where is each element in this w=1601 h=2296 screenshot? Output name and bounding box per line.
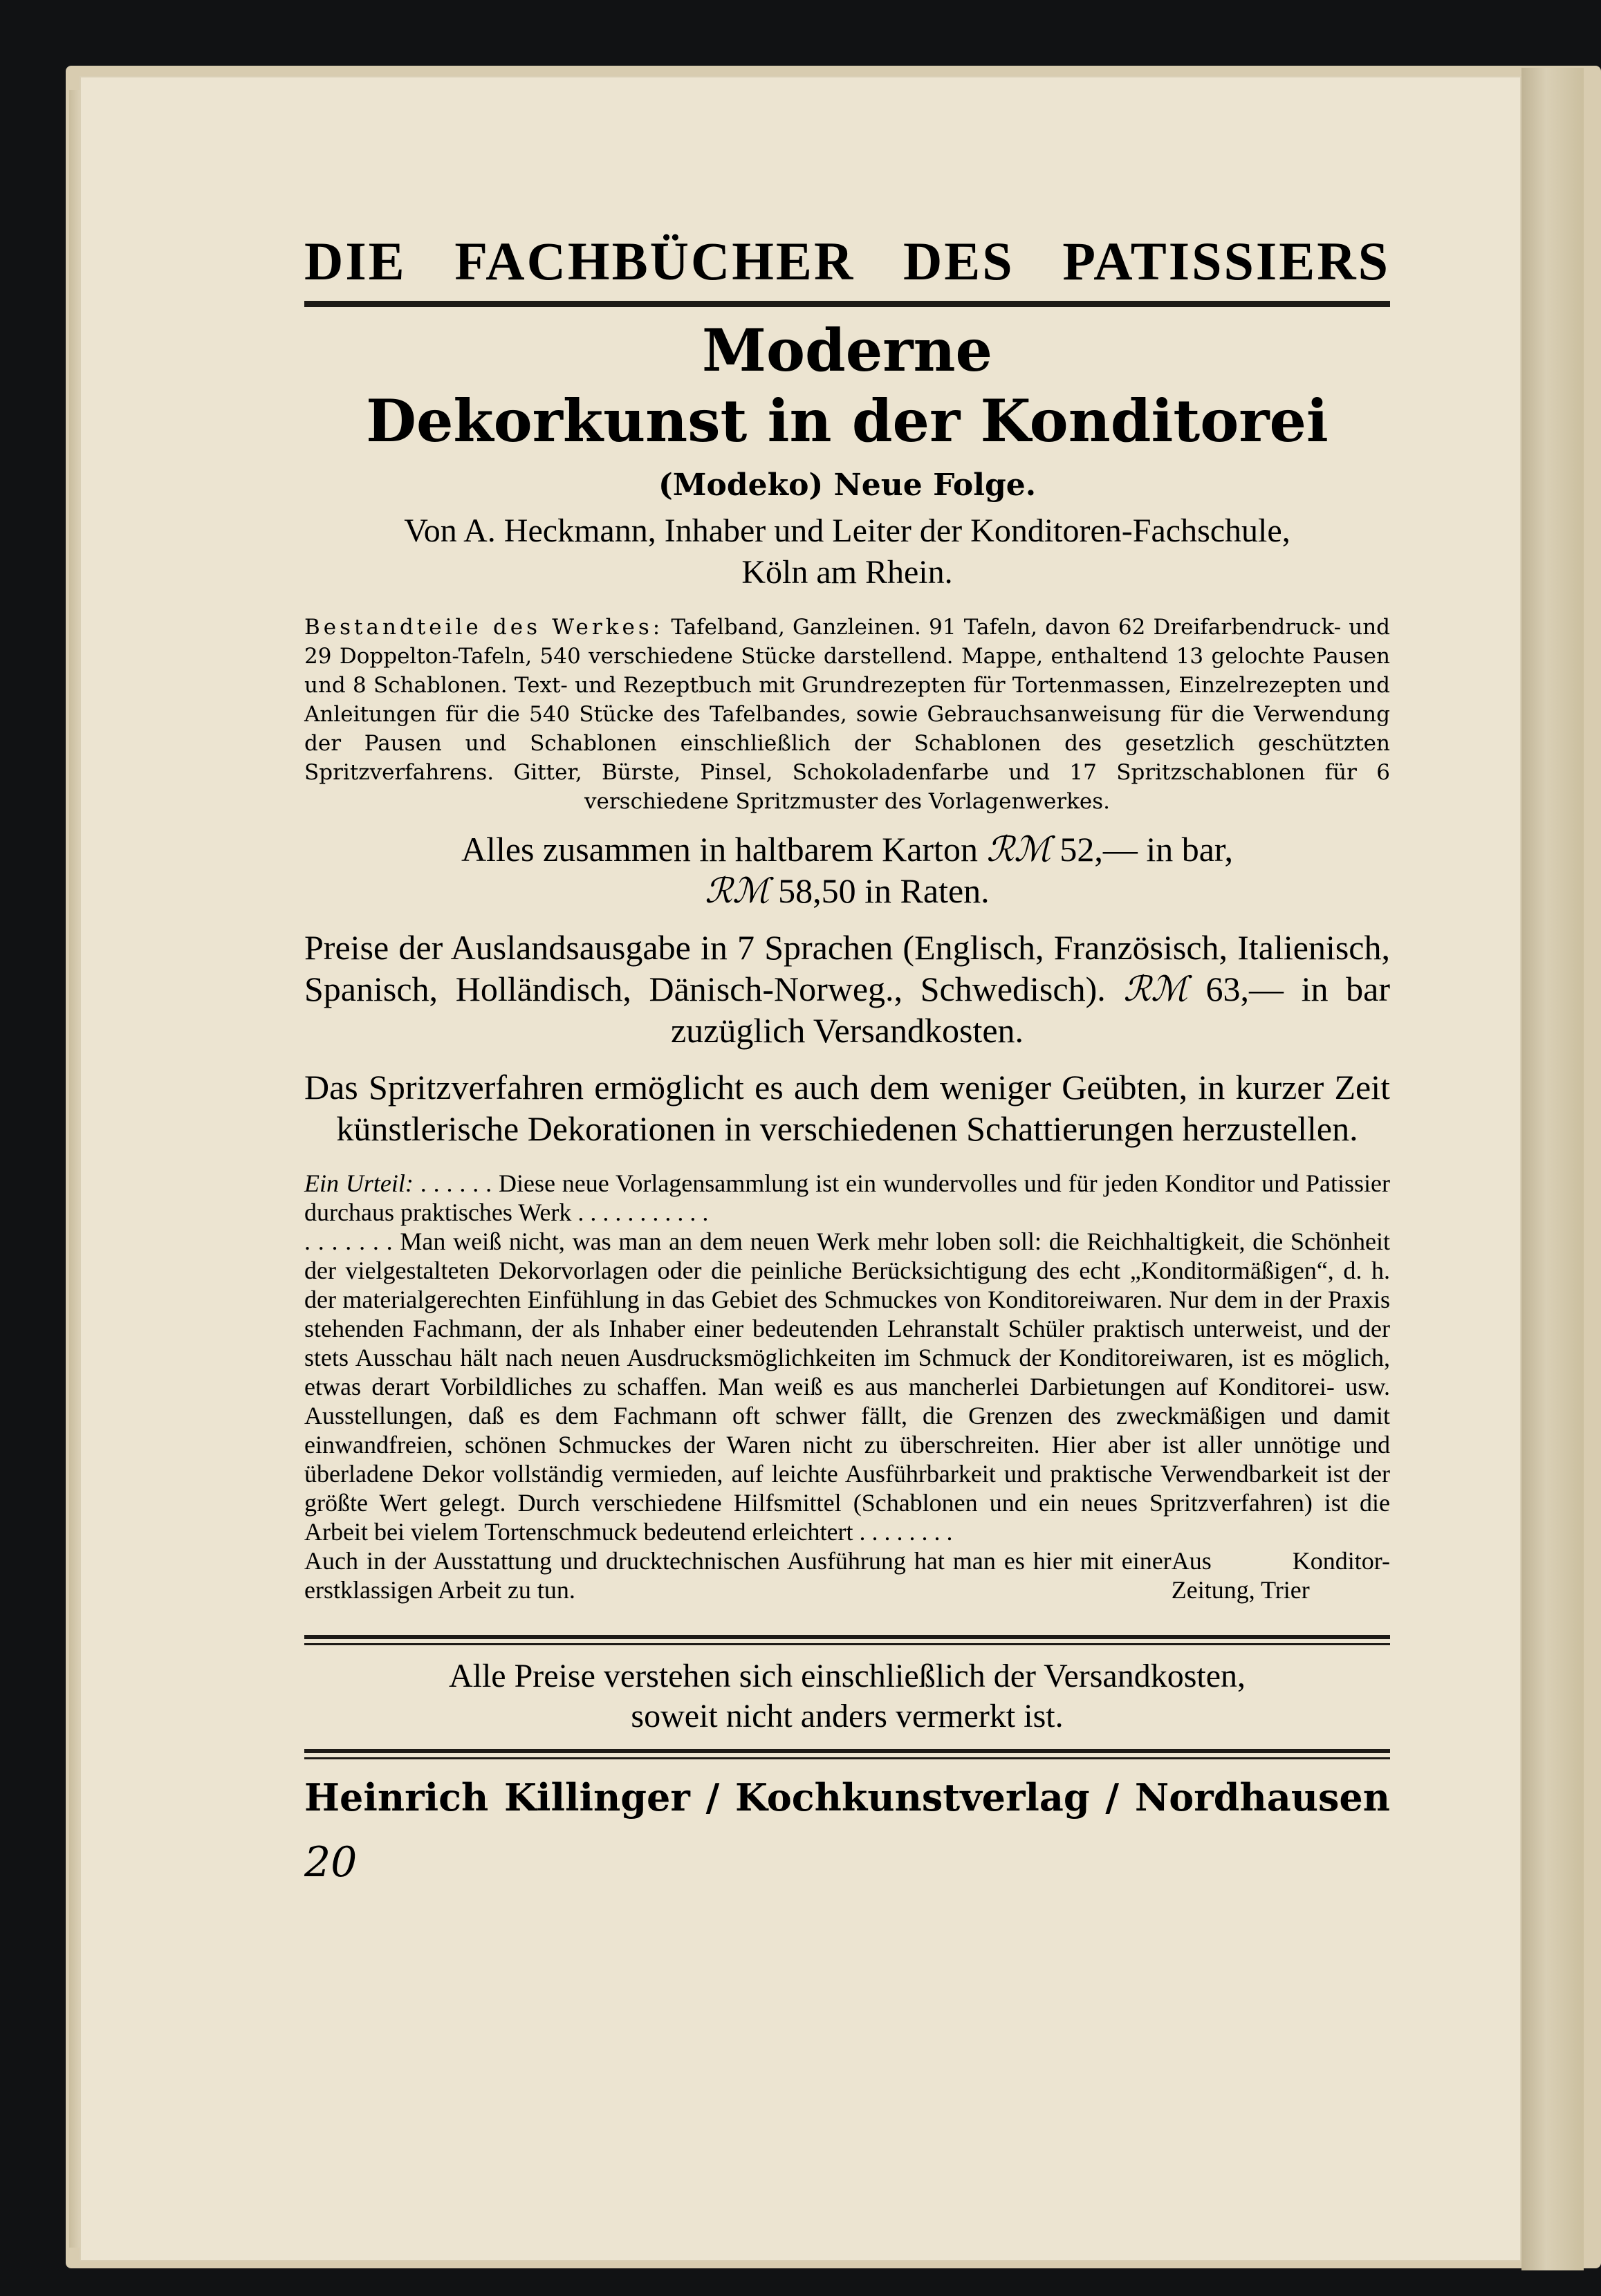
review-block: [304, 1169, 1390, 1604]
notice-rule-top: [304, 1635, 1390, 1645]
price-line-1: [304, 828, 1390, 870]
review-label: Ein Urteil:: [304, 1169, 414, 1197]
price-text: Alles zusammen in haltbarem Karton: [461, 830, 978, 869]
foreign-edition-paragraph: [304, 927, 1390, 1051]
review-text-2: . . . . . . . Man weiß nicht, was man an dem neuen Werk mehr loben soll: die Reichhaltigkeit, die Schönheit der vielgestalteten Dekorvorlagen oder die peinliche Berücksichtigung des echt „Konditormäßigen“, d. h. der materialgerechten Einfühlung in das Gebiet des Schmuckes von Konditoreiwaren. Nur dem in der Praxis stehenden Fachmann, der als Inhaber einer bedeutenden Lehranstalt Schüler praktisch unterweist, und der stets Ausschau hält nach neuen Ausdrucksmöglichkeiten im Schmuck der Konditoreiwaren, ist es möglich, etwas derart Vorbildliches zu schaffen. Man weiß es aus mancherlei Darbietungen auf Konditorei- usw. Ausstellungen, daß es dem Fachmann oft schwer fällt, die Grenzen des zweckmäßigen und damit einwandfreien, schönen Schmuckes der Waren nicht zu überschreiten. Hier aber ist aller unnötige und überladene Dekor vollständig vermieden, auf leichte Ausführbarkeit und praktische Verwendbarkeit ist der größte Wert gelegt. Durch verschiedene Hilfsmittel (Schablonen und ein neues Spritzverfahren) ist die Arbeit bei vielem Tortenschmuck bedeutend erleichtert . . . . . . . .: [304, 1228, 1390, 1546]
currency-symbol: ℛℳ: [705, 871, 770, 911]
running-head: DIE FACHBÜCHER DES PATISSIERS: [304, 231, 1390, 291]
header-rule: [304, 301, 1390, 307]
review-closing: [304, 1546, 1390, 1604]
title-line-1: Moderne: [702, 316, 992, 385]
currency-symbol: ℛℳ: [986, 829, 1051, 869]
contents-text: Tafelband, Ganzleinen. 91 Tafeln, davon 62 Dreifarbendruck- und 29 Doppelton-Tafeln, 540 verschiedene Stücke darstellend. Mappe, enthaltend 13 gelochte Pausen und 8 Schablonen. Text- und Rezeptbuch mit Grundrezepten für Tortenmassen, Einzelrezepten und Anleitungen für die 540 Stücke des Tafelbandes, sowie Gebrauchsanweisung für die Verwendung der Pausen und Schablonen einschließlich der Schablonen des gesetzlich geschützten Spritzverfahrens. Gitter, Bürste, Pinsel, Schokoladenfarbe und 17 Spritzschablonen für 6 verschiedene Spritzmuster des Vorlagenwerkes.: [304, 615, 1391, 814]
book-title: [304, 315, 1390, 456]
spray-paragraph: Das Spritzverfahren ermöglicht es auch dem weniger Geübten, in kurzer Zeit künstlerische Dekorationen in verschiedenen Schattierungen herzustellen.: [304, 1068, 1390, 1148]
review-intro: [304, 1169, 1390, 1227]
contents-label: Bestandteile des Werkes:: [304, 615, 664, 640]
price-notice: [304, 1656, 1390, 1737]
page-stack-edge: [1521, 68, 1584, 2270]
notice-line-1: Alle Preise verstehen sich einschließlich der Versandkosten,: [448, 1658, 1246, 1694]
review-source: Aus Konditor-Zeitung, Trier: [1171, 1547, 1390, 1604]
currency-symbol: ℛℳ: [1123, 969, 1188, 1009]
author: [304, 510, 1390, 593]
price-installments: 58,50 in Raten.: [778, 871, 990, 910]
page-content: [304, 228, 1390, 1887]
publisher-line: Heinrich Killinger / Kochkunstverlag / Nordhausen: [304, 1775, 1390, 1820]
contents-paragraph: [304, 613, 1390, 816]
subtitle: (Modeko) Neue Folge.: [658, 467, 1037, 503]
review-text-1: . . . . . . Diese neue Vorlagensammlung ist ein wundervolles und für jeden Konditor und Patissier durchaus praktisches Werk . . . . . . . . . . .: [304, 1169, 1390, 1226]
author-line-2: Köln am Rhein.: [741, 554, 953, 591]
price-block: [304, 828, 1390, 911]
price-line-2: [304, 870, 1390, 911]
title-line-2: Dekorkunst in der Konditorei: [366, 387, 1329, 455]
foreign-edition-price: 63,— in bar zuzüglich Versandkosten.: [670, 970, 1391, 1050]
foreign-edition-text: Preise der Auslandsausgabe in 7 Sprachen (Englisch, Französisch, Italienisch, Spanisch, Holländisch, Dänisch-Norweg., Schwedisch).: [304, 928, 1390, 1008]
notice-line-2: soweit nicht anders vermerkt ist.: [631, 1698, 1064, 1734]
review-text-3: Auch in der Ausstattung und drucktechnischen Ausführung hat man es hier mit einer erstklassigen Arbeit zu tun.: [304, 1547, 1172, 1604]
author-line-1: Von A. Heckmann, Inhaber und Leiter der Konditoren-Fachschule,: [404, 512, 1290, 549]
notice-rule-bottom: [304, 1749, 1390, 1759]
page-number: 20: [304, 1838, 358, 1887]
price-cash: 52,— in bar,: [1059, 830, 1234, 869]
